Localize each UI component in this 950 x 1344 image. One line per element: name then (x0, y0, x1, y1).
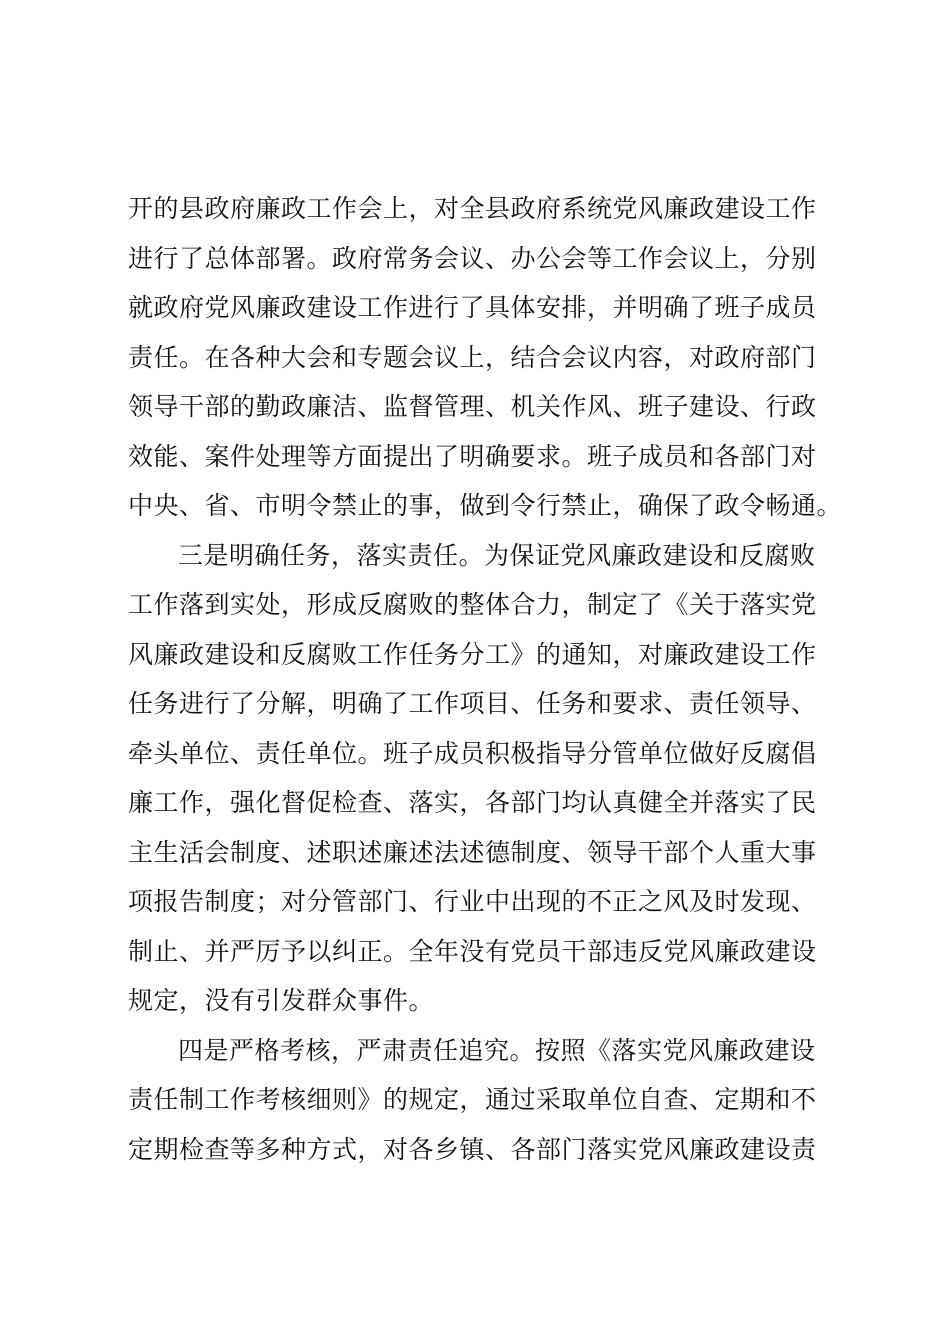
paragraph-line: 规定，没有引发群众事件。 (128, 986, 435, 1015)
paragraph-2 (128, 531, 833, 1026)
paragraph-3 (128, 1026, 833, 1175)
paragraph-line: 任务进行了分解，明确了工作项目、任务和要求、责任领导、 (128, 689, 817, 718)
paragraph-first-line: 三是明确任务，落实责任。为保证党风廉政建设和反腐败 (178, 540, 816, 570)
paragraph-line: 中央、省、市明令禁止的事，做到令行禁止，确保了政令畅通。 (128, 491, 843, 520)
paragraph-line: 工作落到实处，形成反腐败的整体合力，制定了《关于落实党 (128, 590, 817, 619)
document-body (128, 184, 843, 1174)
paragraph-line: 就政府党风廉政建设工作进行了具体安排，并明确了班子成员 (128, 293, 817, 322)
paragraph-line: 领导干部的勤政廉洁、监督管理、机关作风、班子建设、行政 (128, 392, 817, 421)
paragraph-line: 主生活会制度、述职述廉述法述德制度、领导干部个人重大事 (128, 837, 817, 867)
paragraph-line: 项报告制度；对分管部门、行业中出现的不正之风及时发现、 (128, 887, 817, 916)
paragraph-line: 进行了总体部署。政府常务会议、办公会等工作会议上，分别 (128, 243, 817, 273)
paragraph-line: 效能、案件处理等方面提出了明确要求。班子成员和各部门对 (128, 441, 817, 471)
paragraph-line: 定期检查等多种方式，对各乡镇、各部门落实党风廉政建设责 (128, 1134, 817, 1164)
paragraph-line: 责任。在各种大会和专题会议上，结合会议内容，对政府部门 (128, 342, 817, 372)
paragraph-line: 开的县政府廉政工作会上，对全县政府系统党风廉政建设工作 (128, 194, 817, 223)
paragraph-line: 责任制工作考核细则》的规定，通过采取单位自查、定期和不 (128, 1085, 817, 1114)
paragraph-first-line: 四是严格考核，严肃责任追究。按照《落实党风廉政建设 (178, 1035, 816, 1065)
paragraph-line: 廉工作，强化督促检查、落实，各部门均认真健全并落实了民 (128, 788, 817, 817)
paragraph-line: 风廉政建设和反腐败工作任务分工》的通知，对廉政建设工作 (128, 639, 817, 669)
paragraph-line: 制止、并严厉予以纠正。全年没有党员干部违反党风廉政建设 (128, 936, 817, 966)
paragraph-line: 牵头单位、责任单位。班子成员积极指导分管单位做好反腐倡 (128, 738, 817, 768)
paragraph-1 (128, 184, 843, 531)
